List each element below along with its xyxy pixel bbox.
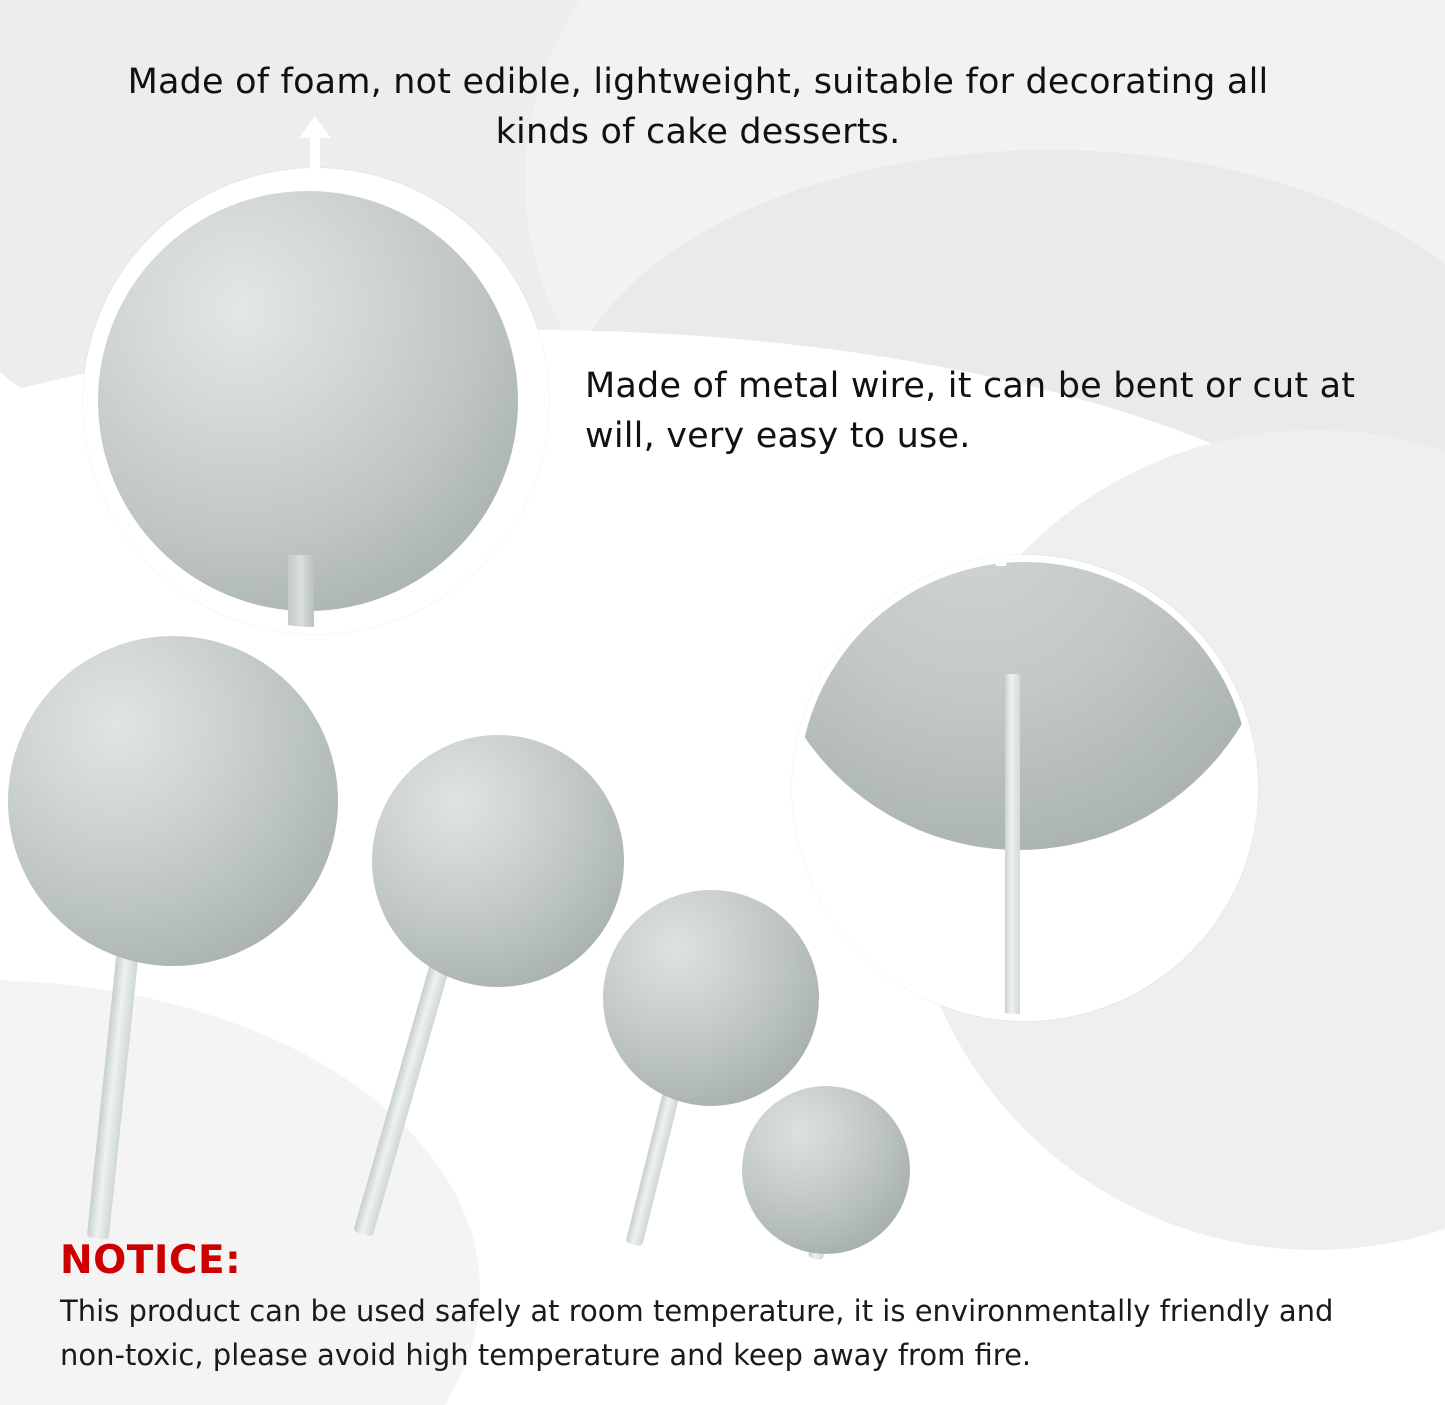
foam-ball-underside — [792, 555, 1258, 850]
foam-ball-zoom-content — [90, 175, 542, 627]
metal-wire-closeup — [1005, 674, 1020, 1021]
caption-foam: Made of foam, not edible, lightweight, suitable for decorating all kinds of cake desserts. — [127, 62, 1269, 152]
foam-ball-closeup-stick — [288, 555, 314, 634]
caption-wire: Made of metal wire, it can be bent or cut at will, very easy to use. — [585, 366, 1356, 456]
foam-ball-closeup — [98, 191, 518, 611]
foam-ball-zoom-circle — [83, 168, 549, 634]
ball-1 — [8, 636, 338, 966]
up-arrow-icon-right — [978, 502, 1024, 568]
wire-zoom-circle — [792, 555, 1258, 1021]
wire-zoom-content — [799, 562, 1251, 1014]
notice-body: This product can be used safely at room temperature, it is environmentally friendly and non-toxic, please avoid high temperature and keep away from fire. — [60, 1294, 1334, 1373]
notice-block — [60, 1238, 1400, 1377]
ball-2 — [372, 735, 624, 987]
notice-title: NOTICE: — [60, 1238, 242, 1283]
ball-3 — [603, 890, 819, 1106]
ball-4 — [742, 1086, 910, 1254]
